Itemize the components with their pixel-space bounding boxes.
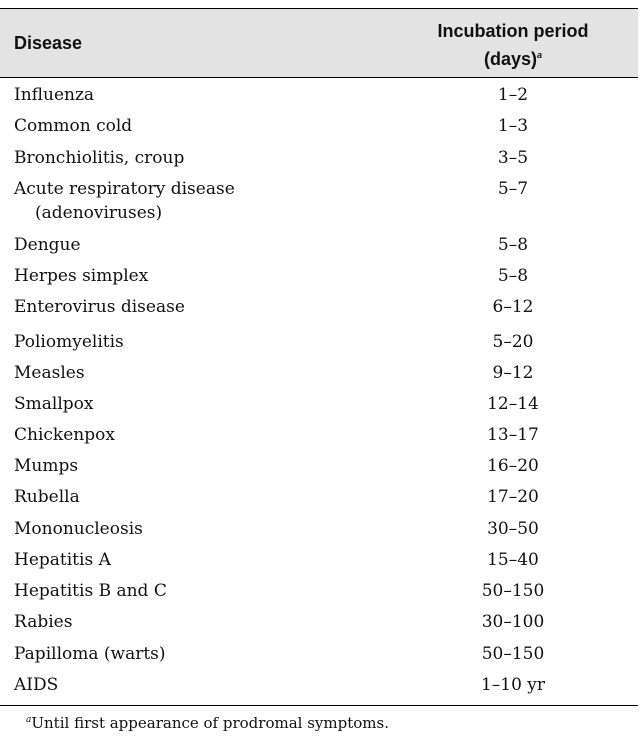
table-header bbox=[0, 9, 638, 77]
footnote-text: Until first appearance of prodromal symptoms. bbox=[31, 714, 389, 732]
disease-name: Hepatitis B and C bbox=[14, 581, 167, 601]
incubation-period-cell: 5–8 bbox=[497, 235, 529, 255]
disease-cell bbox=[14, 485, 374, 509]
disease-cell bbox=[14, 610, 374, 634]
disease-name: Measles bbox=[14, 363, 85, 383]
disease-cell bbox=[14, 264, 374, 288]
disease-name: Enterovirus disease bbox=[14, 297, 185, 317]
incubation-period-cell: 30–50 bbox=[487, 519, 539, 539]
incubation-period-cell: 16–20 bbox=[487, 456, 539, 476]
disease-name: Herpes simplex bbox=[14, 266, 149, 286]
disease-name: Dengue bbox=[14, 235, 81, 255]
disease-cell bbox=[14, 673, 374, 697]
incubation-period-cell: 1–2 bbox=[497, 85, 529, 105]
disease-cell bbox=[14, 330, 374, 354]
disease-cell bbox=[14, 361, 374, 385]
incubation-period-cell: 17–20 bbox=[487, 487, 539, 507]
disease-cell bbox=[14, 392, 374, 416]
disease-name: Influenza bbox=[14, 85, 95, 105]
disease-name: Smallpox bbox=[14, 394, 94, 414]
footnote bbox=[26, 710, 389, 733]
incubation-period-cell: 1–3 bbox=[497, 116, 529, 136]
disease-cell bbox=[14, 579, 374, 603]
disease-cell bbox=[14, 517, 374, 541]
disease-name: Hepatitis A bbox=[14, 550, 111, 570]
disease-cell bbox=[14, 454, 374, 478]
disease-name-continued: (adenoviruses) bbox=[35, 203, 163, 223]
disease-cell bbox=[14, 146, 374, 170]
disease-name: Common cold bbox=[14, 116, 133, 136]
disease-name: Bronchiolitis, croup bbox=[14, 148, 185, 168]
incubation-period-cell: 5–7 bbox=[497, 179, 529, 199]
incubation-period-cell: 30–100 bbox=[481, 612, 545, 632]
header-disease: Disease bbox=[14, 33, 83, 53]
header-footnote-mark: a bbox=[537, 50, 543, 60]
header-incubation-period bbox=[400, 19, 626, 71]
header-rule bbox=[0, 77, 638, 78]
incubation-period-cell: 5–20 bbox=[492, 332, 534, 352]
disease-name: Papilloma (warts) bbox=[14, 644, 166, 664]
incubation-period-cell: 12–14 bbox=[487, 394, 539, 414]
disease-name: Poliomyelitis bbox=[14, 332, 124, 352]
disease-cell bbox=[14, 642, 374, 666]
disease-name: Chickenpox bbox=[14, 425, 115, 445]
incubation-period-cell: 9–12 bbox=[492, 363, 534, 383]
disease-cell bbox=[14, 83, 374, 107]
incubation-period-cell: 3–5 bbox=[497, 148, 529, 168]
disease-cell bbox=[14, 177, 374, 225]
disease-name: AIDS bbox=[14, 675, 59, 695]
incubation-period-cell: 13–17 bbox=[487, 425, 539, 445]
header-incubation-line2: (days) bbox=[483, 49, 537, 69]
disease-cell bbox=[14, 423, 374, 447]
incubation-period-cell: 5–8 bbox=[497, 266, 529, 286]
incubation-period-cell: 6–12 bbox=[492, 297, 534, 317]
bottom-rule bbox=[0, 705, 638, 706]
header-incubation-line1: Incubation period bbox=[437, 21, 589, 41]
disease-name: Acute respiratory disease bbox=[14, 179, 235, 199]
disease-cell bbox=[14, 233, 374, 257]
disease-cell bbox=[14, 114, 374, 138]
incubation-period-cell: 50–150 bbox=[481, 644, 545, 664]
footnote-mark: a bbox=[26, 715, 32, 725]
incubation-period-cell: 50–150 bbox=[481, 581, 545, 601]
incubation-period-cell: 1–10 yr bbox=[480, 675, 546, 695]
incubation-period-cell: 15–40 bbox=[487, 550, 539, 570]
disease-name: Rabies bbox=[14, 612, 73, 632]
disease-name: Mononucleosis bbox=[14, 519, 143, 539]
disease-name: Mumps bbox=[14, 456, 79, 476]
disease-name: Rubella bbox=[14, 487, 80, 507]
disease-cell bbox=[14, 548, 374, 572]
disease-cell bbox=[14, 295, 374, 319]
